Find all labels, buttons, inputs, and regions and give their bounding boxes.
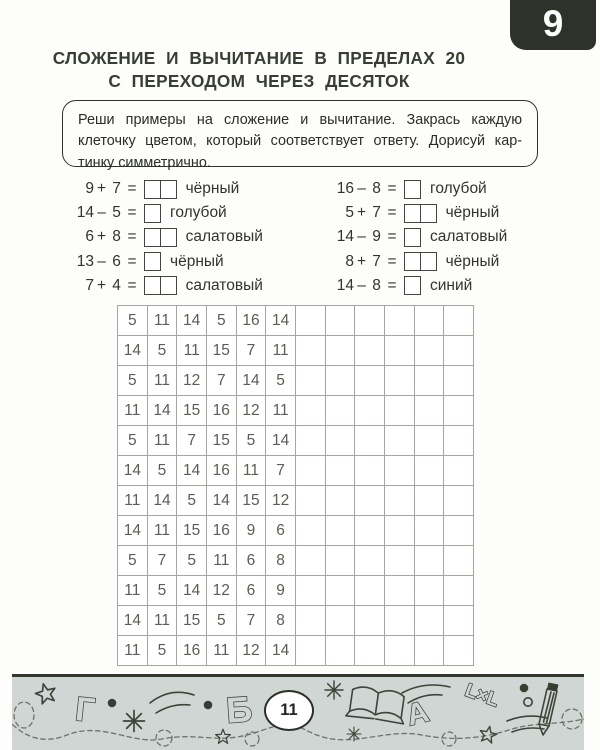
answer-boxes [144,228,177,247]
grid-cell[interactable]: 14 [148,486,178,516]
grid-cell[interactable] [355,456,385,486]
grid-cell[interactable] [326,396,356,426]
grid-cell[interactable] [444,516,474,546]
dashed-loop [562,709,582,729]
operand-2: 6 [112,252,121,270]
operand-1: 13 [76,252,94,270]
equals-sign: = [387,180,397,198]
operator: + [96,228,107,246]
grid-cell[interactable]: 14 [177,306,207,336]
grid-cell[interactable]: 14 [118,336,148,366]
grid-cell[interactable]: 11 [118,576,148,606]
grid-cell[interactable] [296,606,326,636]
grid-cell[interactable] [296,486,326,516]
grid-cell[interactable] [326,606,356,636]
grid-cell[interactable]: 7 [148,546,178,576]
grid-cell[interactable] [326,306,356,336]
equals-sign: = [127,252,137,270]
operand-2: 8 [372,276,381,294]
operand-1: 9 [85,180,94,198]
grid-cell[interactable] [415,546,445,576]
dot [108,699,117,708]
operand-2: 9 [372,228,381,246]
grid-cell[interactable] [326,456,356,486]
color-word: чёрный [185,180,240,198]
grid-cell[interactable]: 7 [266,456,296,486]
answer-box[interactable] [160,228,177,247]
dot [520,684,529,693]
equation-row [326,225,507,249]
equals-sign: = [387,204,397,222]
instruction-box [62,100,538,171]
corner-tab-number: 9 [542,3,564,44]
snowflake-icon [124,711,145,732]
answer-boxes [144,180,177,199]
grid-cell[interactable]: 5 [207,306,237,336]
grid-cell[interactable]: 15 [207,336,237,366]
answer-box[interactable] [404,204,421,223]
grid-cell[interactable] [296,336,326,366]
answer-boxes [404,252,437,271]
grid-cell[interactable]: 16 [237,306,267,336]
grid-cell[interactable]: 11 [118,486,148,516]
grid-cell[interactable]: 14 [266,636,296,666]
grid-cell[interactable]: 5 [148,636,178,666]
grid-cell[interactable]: 15 [177,606,207,636]
grid-cell[interactable]: 14 [177,456,207,486]
grid-cell[interactable]: 5 [118,426,148,456]
equals-sign: = [387,228,397,246]
answer-box[interactable] [144,228,161,247]
equation-row [66,201,263,225]
equation-row [66,250,263,274]
snowflake-icon [347,727,361,741]
equation-row [66,177,263,201]
grid-cell[interactable]: 11 [148,366,178,396]
color-word: чёрный [445,204,500,222]
grid-cell[interactable]: 12 [266,486,296,516]
equals-sign: = [127,204,137,222]
dashed-loop [245,732,259,746]
page-corner-tab [510,0,596,50]
instruction-line: тинку симметрично. [78,154,211,171]
operand-1: 8 [345,252,354,270]
operand-1: 16 [336,180,354,198]
grid-cell[interactable]: 9 [237,516,267,546]
grid-cell[interactable]: 16 [207,456,237,486]
equals-sign: = [127,276,137,294]
operand-1: 7 [85,276,94,294]
grid-cell[interactable] [296,426,326,456]
grid-cell[interactable]: 5 [207,606,237,636]
grid-cell[interactable] [444,486,474,516]
answer-boxes [404,276,421,295]
grid-cell[interactable] [415,456,445,486]
snowflake-icon [325,681,343,699]
grid-cell[interactable]: 5 [177,546,207,576]
grid-cell[interactable] [355,426,385,456]
grid-cell[interactable] [326,576,356,606]
operand-1: 5 [345,204,354,222]
grid-cell[interactable]: 5 [118,546,148,576]
star-icon [478,725,498,744]
footer-page-number [264,690,314,731]
grid-cell[interactable] [415,366,445,396]
grid-cell[interactable] [415,426,445,456]
grid-cell[interactable]: 6 [237,576,267,606]
star-icon [34,681,58,705]
color-word: голубой [170,204,227,222]
grid-cell[interactable] [326,336,356,366]
grid-cell[interactable]: 6 [266,516,296,546]
grid-cell[interactable]: 7 [207,366,237,396]
title-line-2: С ПЕРЕХОДОМ ЧЕРЕЗ ДЕСЯТОК [108,70,410,91]
color-word: синий [430,276,473,294]
grid-cell[interactable] [415,516,445,546]
grid-cell[interactable] [415,576,445,606]
grid-cell[interactable]: 5 [118,306,148,336]
grid-cell[interactable]: 14 [266,426,296,456]
grid-cell[interactable] [444,546,474,576]
grid-cell[interactable] [355,576,385,606]
grid-cell[interactable]: 8 [266,546,296,576]
grid-cell[interactable] [444,456,474,486]
grid-cell[interactable] [296,546,326,576]
operand-2: 5 [112,204,121,222]
grid-cell[interactable]: 11 [237,456,267,486]
grid-cell[interactable] [385,516,415,546]
operand-2: 8 [372,180,381,198]
grid-cell[interactable]: 14 [118,606,148,636]
grid-cell[interactable] [355,306,385,336]
grid-cell[interactable] [355,636,385,666]
grid-cell[interactable]: 5 [148,456,178,486]
answer-boxes [404,228,421,247]
grid-cell[interactable]: 12 [237,396,267,426]
equation-row [66,225,263,249]
grid-cell[interactable]: 14 [207,486,237,516]
grid-cell[interactable]: 11 [148,606,178,636]
grid-cell[interactable]: 11 [148,306,178,336]
grid-cell[interactable] [444,306,474,336]
color-word: салатовый [185,228,263,246]
grid-cell[interactable] [385,606,415,636]
color-word: голубой [430,180,487,198]
answer-box[interactable] [404,276,421,295]
answer-box[interactable] [404,252,421,271]
operand-1: 14 [336,276,354,294]
problems-column-left [66,177,263,298]
problems-column-right [326,177,507,298]
answer-box[interactable] [420,252,437,271]
answer-box[interactable] [404,228,421,247]
grid-cell[interactable] [326,516,356,546]
grid-cell[interactable]: 11 [118,396,148,426]
answer-boxes [404,204,437,223]
grid-cell[interactable]: 12 [237,636,267,666]
grid-cell[interactable]: 6 [237,546,267,576]
multiply-doodle: L×L [462,680,502,712]
grid-cell[interactable] [296,396,326,426]
grid-cell[interactable] [385,306,415,336]
grid-cell[interactable] [296,516,326,546]
operand-1: 6 [85,228,94,246]
grid-cell[interactable]: 11 [148,516,178,546]
grid-cell[interactable]: 14 [237,366,267,396]
grid-cell[interactable] [326,366,356,396]
grid-cell[interactable]: 8 [266,606,296,636]
grid-cell[interactable]: 11 [207,546,237,576]
grid-cell[interactable] [415,306,445,336]
grid-cell[interactable] [415,396,445,426]
grid-cell[interactable] [444,576,474,606]
grid-cell[interactable] [296,456,326,486]
grid-cell[interactable] [385,546,415,576]
operator: + [96,276,107,294]
grid-cell[interactable] [444,396,474,426]
equals-sign: = [127,228,137,246]
equals-sign: = [127,180,137,198]
grid-cell[interactable] [326,426,356,456]
grid-cell[interactable] [385,636,415,666]
answer-box[interactable] [144,252,161,271]
answer-boxes [144,252,161,271]
grid-cell[interactable] [355,396,385,426]
coloring-grid [117,305,474,666]
answer-box[interactable] [144,276,161,295]
grid-cell[interactable]: 11 [118,636,148,666]
grid-cell[interactable]: 7 [177,426,207,456]
equals-sign: = [387,276,397,294]
equation-row [326,250,507,274]
grid-cell[interactable]: 12 [207,576,237,606]
grid-cell[interactable]: 15 [207,426,237,456]
grid-cell[interactable]: 14 [148,396,178,426]
answer-box[interactable] [144,180,161,199]
footer-page-number-text: 11 [280,701,298,719]
grid-cell[interactable] [355,366,385,396]
grid-cell[interactable]: 11 [177,336,207,366]
answer-box[interactable] [160,180,177,199]
dashed-loop [14,702,34,728]
small-circle [524,698,532,706]
operand-2: 7 [372,204,381,222]
grid-cell[interactable]: 7 [237,336,267,366]
grid-cell[interactable]: 15 [177,396,207,426]
dot [204,701,213,710]
operand-2: 7 [372,252,381,270]
grid-cell[interactable] [296,306,326,336]
grid-cell[interactable] [326,546,356,576]
grid-cell[interactable] [415,606,445,636]
star-icon [216,729,231,743]
grid-cell[interactable] [326,636,356,666]
operand-1: 14 [76,204,94,222]
grid-cell[interactable]: 15 [237,486,267,516]
operator: + [356,252,367,270]
grid-cell[interactable] [385,366,415,396]
grid-cell[interactable] [444,366,474,396]
grid-cell[interactable] [444,636,474,666]
color-word: салатовый [430,228,508,246]
answer-boxes [404,180,421,199]
grid-cell[interactable] [385,576,415,606]
grid-cell[interactable] [415,486,445,516]
grid-cell[interactable]: 14 [266,306,296,336]
grid-cell[interactable]: 14 [177,576,207,606]
operator: + [96,180,107,198]
color-word: чёрный [445,252,500,270]
grid-cell[interactable] [296,366,326,396]
grid-cell[interactable] [326,486,356,516]
grid-cell[interactable]: 7 [237,606,267,636]
grid-cell[interactable]: 9 [266,576,296,606]
grid-cell[interactable]: 14 [118,456,148,486]
grid-cell[interactable] [355,486,385,516]
grid-cell[interactable]: 16 [207,396,237,426]
letter-a-doodle: А [403,695,433,733]
grid-cell[interactable] [444,336,474,366]
grid-cell[interactable] [385,396,415,426]
grid-cell[interactable] [385,426,415,456]
operator: – [357,228,366,246]
equation-row [326,201,507,225]
answer-boxes [144,276,177,295]
grid-cell[interactable]: 11 [207,636,237,666]
grid-cell[interactable]: 11 [266,336,296,366]
equation-row [326,274,507,298]
operator: – [97,252,106,270]
answer-box[interactable] [144,204,161,223]
instruction-line: Реши примеры на сложение и вычитание. Закрась каждую [78,112,522,128]
operand-2: 8 [112,228,121,246]
instruction-line: клеточку цветом, который соответствует ответу. Дорисуй кар- [78,133,522,150]
equals-sign: = [387,252,397,270]
grid-cell[interactable]: 16 [177,636,207,666]
grid-cell[interactable] [355,606,385,636]
grid-cell[interactable] [296,576,326,606]
pencil-icon [539,683,559,736]
operand-2: 4 [112,276,121,294]
color-word: чёрный [170,252,224,270]
answer-box[interactable] [404,180,421,199]
grid-cell[interactable]: 5 [148,336,178,366]
grid-cell[interactable]: 11 [148,426,178,456]
grid-cell[interactable] [355,336,385,366]
equation-row [326,177,507,201]
grid-cell[interactable] [444,426,474,456]
grid-cell[interactable]: 14 [118,516,148,546]
grid-cell[interactable]: 15 [177,516,207,546]
letter-b-doodle: Б [224,688,254,731]
operator: – [357,180,366,198]
grid-cell[interactable] [355,516,385,546]
grid-cell[interactable] [355,546,385,576]
operator: – [97,204,106,222]
grid-cell[interactable]: 11 [266,396,296,426]
answer-box[interactable] [160,276,177,295]
grid-cell[interactable] [444,606,474,636]
color-word: салатовый [185,276,263,294]
operand-1: 14 [336,228,354,246]
grid-cell[interactable] [415,336,445,366]
operand-2: 7 [112,180,121,198]
title-line-1: СЛОЖЕНИЕ И ВЫЧИТАНИЕ В ПРЕДЕЛАХ 20 [52,48,466,68]
operator: – [357,276,366,294]
grid-cell[interactable]: 16 [207,516,237,546]
grid-cell[interactable]: 5 [177,486,207,516]
grid-cell[interactable]: 5 [118,366,148,396]
equation-row [66,274,263,298]
letter-g-doodle: Г [73,690,97,730]
grid-cell[interactable]: 5 [237,426,267,456]
grid-cell[interactable] [296,636,326,666]
swoosh-lines [150,692,194,713]
page-title [16,47,502,92]
grid-cell[interactable]: 5 [148,576,178,606]
book-icon [346,685,408,724]
grid-cell[interactable] [415,636,445,666]
answer-boxes [144,204,161,223]
grid-cell[interactable]: 12 [177,366,207,396]
grid-cell[interactable] [385,486,415,516]
grid-cell[interactable] [385,336,415,366]
grid-cell[interactable] [385,456,415,486]
answer-box[interactable] [420,204,437,223]
operator: + [356,204,367,222]
grid-cell[interactable]: 5 [266,366,296,396]
footer-strip [12,674,584,750]
